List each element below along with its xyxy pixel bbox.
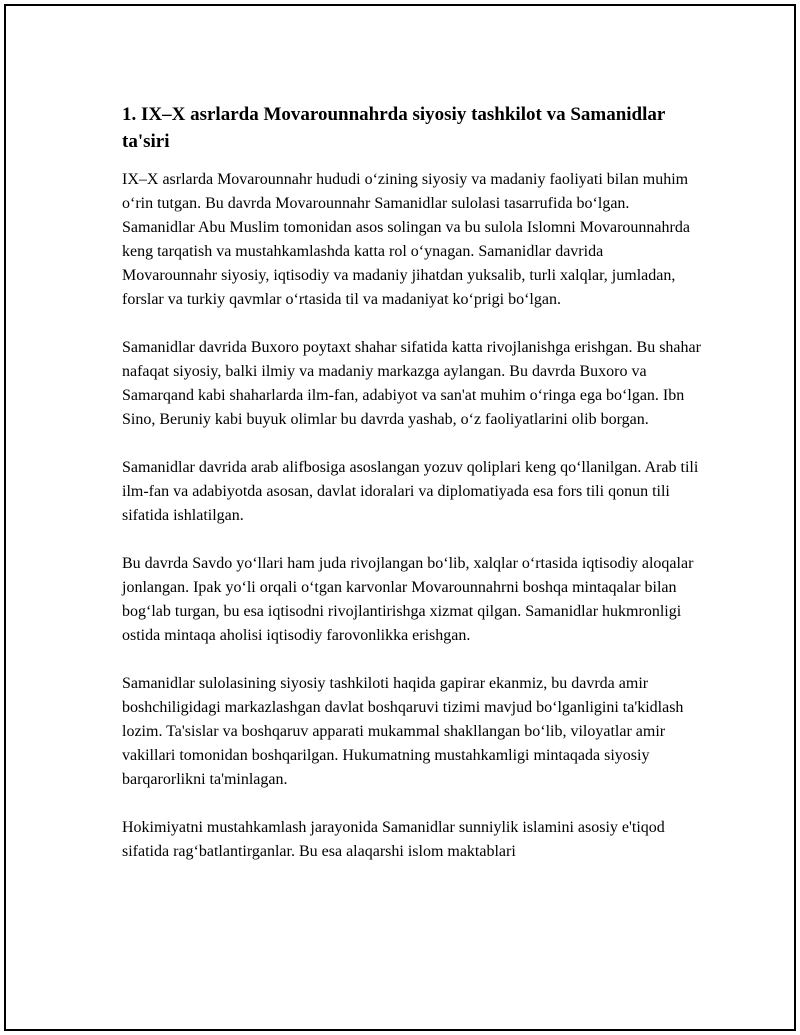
paragraph: Hokimiyatni mustahkamlash jarayonida Samanidlar sunniylik islamini asosiy e'tiqod sifatida rag‘batlantirganlar. Bu esa alaqarshi islom maktablari — [122, 819, 665, 860]
paragraph: Samanidlar davrida Buxoro poytaxt shahar sifatida katta rivojlanishga erishgan. Bu shahar nafaqat siyosiy, balki ilmiy va madaniy markazga aylangan. Bu davrda Buxoro va Samarqand kabi shaharlarda ilm-fan, adabiyot va san'at muhim o‘ringa ega bo‘lgan. Ibn Sino, Beruniy kabi buyuk olimlar bu davrda yashab, o‘z faoliyatlarini olib borgan. — [122, 339, 701, 428]
paragraph: Samanidlar sulolasining siyosiy tashkiloti haqida gapirar ekanmiz, bu davrda amir boshchiligidagi markazlashgan davlat boshqaruvi tizimi mavjud bo‘lganligini ta'kidlash lozim. Ta'sislar va boshqaruv apparati mukammal shakllangan bo‘lib, viloyatlar amir vakillari tomonidan boshqarilgan. Hukumatning mustahkamligi mintaqada siyosiy barqarorlikni ta'minlagan. — [122, 675, 684, 788]
page-frame — [4, 4, 796, 1031]
paragraph: Samanidlar davrida arab alifbosiga asoslangan yozuv qoliplari keng qo‘llanilgan. Arab tili ilm-fan va adabiyotda asosan, davlat idoralari va diplomatiyada esa fors tili qonun tili sifatida ishlatilgan. — [122, 459, 699, 524]
document-body — [122, 101, 702, 888]
document-title: 1. IX–X asrlarda Movarounnahrda siyosiy tashkilot va Samanidlar ta'siri — [122, 104, 665, 152]
paragraph: IX–X asrlarda Movarounnahr hududi o‘zining siyosiy va madaniy faoliyati bilan muhim o‘rin tutgan. Bu davrda Movarounnahr Samanidlar sulolasi tasarrufida bo‘lgan. Samanidlar Abu Muslim tomonidan asos solingan va bu sulola Islomni Movarounnahrda keng tarqatish va mustahkamlashda katta rol o‘ynagan. Samanidlar davrida Movarounnahr siyosiy, iqtisodiy va madaniy jihatdan yuksalib, turli xalqlar, jumladan, forslar va turkiy qavmlar o‘rtasida til va madaniyat ko‘prigi bo‘lgan. — [122, 171, 690, 308]
paragraph: Bu davrda Savdo yo‘llari ham juda rivojlangan bo‘lib, xalqlar o‘rtasida iqtisodiy aloqalar jonlangan. Ipak yo‘li orqali o‘tgan karvonlar Movarounnahrni boshqa mintaqalar bilan bog‘lab turgan, bu esa iqtisodni rivojlantirishga xizmat qilgan. Samanidlar hukmronligi ostida mintaqa aholisi iqtisodiy farovonlikka erishgan. — [122, 555, 694, 644]
